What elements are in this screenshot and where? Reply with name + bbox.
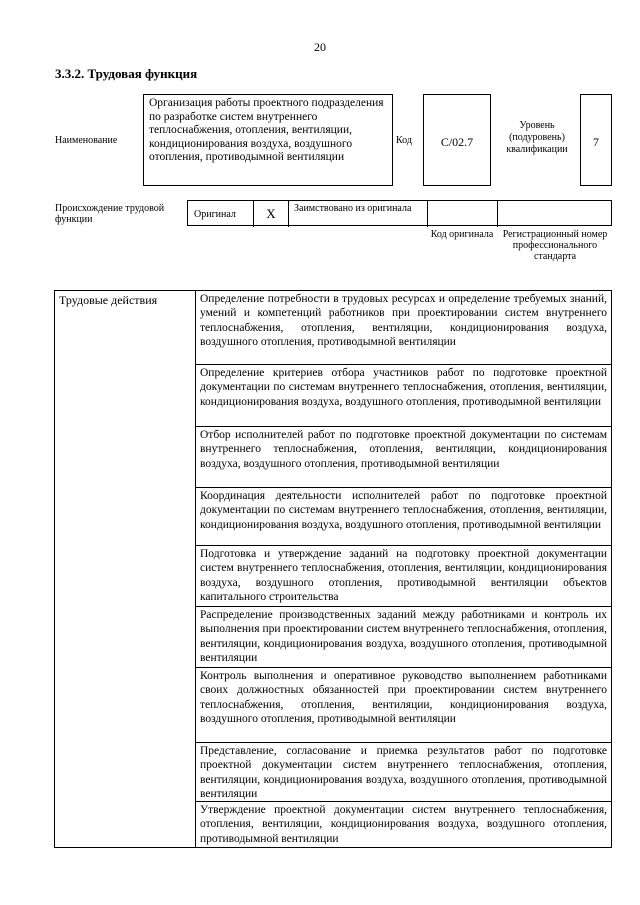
borrowed-label: Заимствовано из оригинала bbox=[294, 203, 412, 214]
original-code-cell bbox=[428, 201, 498, 227]
section-title: 3.3.2. Трудовая функция bbox=[55, 66, 198, 81]
labor-action-item: Распределение производственных заданий между работниками и контроль их выполнения при проектировании систем внутреннего теплоснабжения, отопления, вентиляции, кондиционирования воздуха, воздушного отопления, противодымной вентиляции bbox=[196, 606, 611, 667]
labor-action-item: Отбор исполнителей работ по подготовке проектной документации по системам внутреннего теплоснабжения, отопления, вентиляции, кондиционирования воздуха, воздушного отопления, противодымной вентиляции bbox=[196, 426, 611, 487]
original-label-cell bbox=[188, 201, 254, 227]
original-mark-cell: X bbox=[254, 201, 289, 227]
page-number: 20 bbox=[314, 40, 326, 54]
labor-action-item: Представление, согласование и приемка результатов работ по подготовке проектной документации систем внутреннего теплоснабжения, отопления, вентиляции, кондиционирования воздуха, воздушного отопления, противодымной вентиляции bbox=[196, 742, 611, 801]
labor-action-item: Координация деятельности исполнителей работ по подготовке проектной документации по системам внутреннего теплоснабжения, отопления, вентиляции, кондиционирования воздуха, воздушного отопления, противодымной вентиляции bbox=[196, 487, 611, 545]
function-code-cell: C/02.7 bbox=[423, 94, 491, 186]
labor-actions-list bbox=[196, 291, 611, 847]
origin-row bbox=[187, 200, 612, 226]
level-value-cell: 7 bbox=[580, 94, 612, 186]
labor-actions-table bbox=[54, 290, 612, 848]
labor-action-item: Подготовка и утверждение заданий на подготовку проектной документации систем внутреннего теплоснабжения, отопления, вентиляции, кондиционирования воздуха, воздушного отопления, противодымной вентиляции объектов капитального строительства bbox=[196, 545, 611, 606]
name-label: Наименование bbox=[55, 135, 118, 146]
labor-action-item: Определение потребности в трудовых ресурсах и определение требуемых знаний, умений и компетенций работников при проектировании систем внутреннего теплоснабжения, отопления, вентиляции, кондиционирования воздуха, воздушного отопления, противодымной вентиляции bbox=[200, 293, 607, 349]
labor-actions-heading: Трудовые действия bbox=[55, 291, 196, 847]
labor-action-item: Определение критериев отбора участников работ по подготовке проектной документации по системам внутреннего теплоснабжения, отопления, вентиляции, кондиционирования воздуха, воздушного отопления, противодымной вентиляции bbox=[196, 364, 611, 426]
origin-label: Происхождение трудовой функции bbox=[55, 203, 165, 225]
code-label: Код bbox=[396, 135, 412, 146]
function-name-cell: Организация работы проектного подразделения по разработке систем внутреннего теплоснабжения, отопления, вентиляции, кондиционирования воздуха, воздушного отопления, противодымной вентиляции bbox=[143, 94, 393, 186]
labor-action-item: Утверждение проектной документации систем внутреннего теплоснабжения, отопления, вентиляции, кондиционирования воздуха, воздушного отопления, противодымной вентиляции bbox=[196, 801, 611, 847]
registration-caption: Регистрационный номер профессионального стандарта bbox=[502, 229, 608, 262]
original-label: Оригинал bbox=[194, 209, 236, 220]
original-code-caption: Код оригинала bbox=[430, 229, 494, 240]
labor-action-item: Контроль выполнения и оперативное руководство выполнением работниками своих должностных обязанностей при проектировании систем внутреннего теплоснабжения, отопления, вентиляции, кондиционирования воздуха, воздушного отопления, противодымной вентиляции bbox=[196, 667, 611, 742]
level-label: Уровень (подуровень) квалификации bbox=[506, 120, 568, 155]
borrowed-label-cell bbox=[289, 201, 428, 227]
registration-number-cell bbox=[498, 201, 611, 227]
